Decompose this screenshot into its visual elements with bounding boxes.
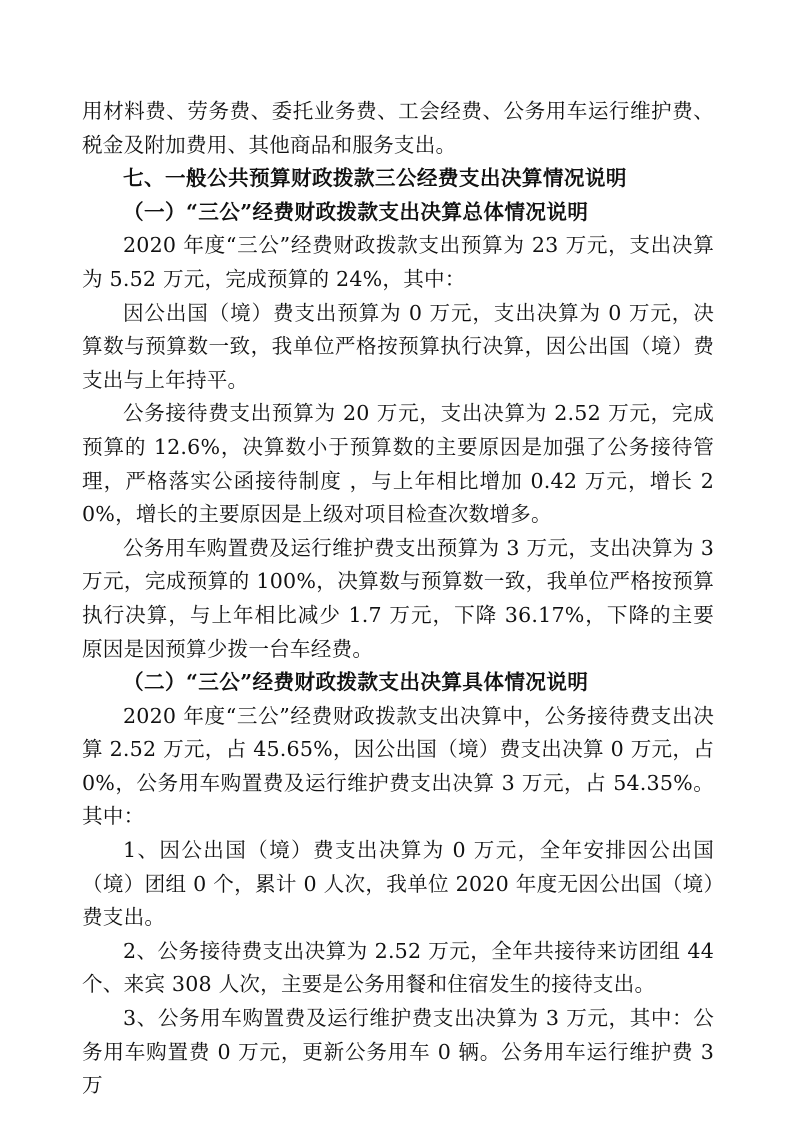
- list-item-vehicle: 3、公务用车购置费及运行维护费支出决算为 3 万元，其中：公务用车购置费 0 万元，更新公务用车 0 辆。公务用车运行维护费 3 万: [82, 1006, 714, 1098]
- paragraph-reception-budget: 公务接待费支出预算为 20 万元，支出决算为 2.52 万元，完成预算的 12.6%，决算数小于预算数的主要原因是加强了公务接待管理，严格落实公函接待制度 ，与上年相比增加 0.42 万元，增长 20%，增长的主要原因是上级对项目检查次数增多。: [82, 401, 714, 527]
- list-item-overseas: 1、因公出国（境）费支出决算为 0 万元，全年安排因公出国（境）团组 0 个，累计 0 人次，我单位 2020 年度无因公出国（境）费支出。: [82, 838, 714, 930]
- paragraph-overseas-budget: 因公出国（境）费支出预算为 0 万元，支出决算为 0 万元，决算数与预算数一致，我单位严格按预算执行决算，因公出国（境）费支出与上年持平。: [82, 300, 714, 392]
- document-body: [82, 95, 714, 1103]
- paragraph-expense-items-continued: 用材料费、劳务费、委托业务费、工会经费、公务用车运行维护费、税金及附加费用、其他商品和服务支出。: [82, 99, 714, 157]
- subheading-overall-situation: （一）“三公”经费财政拨款支出决算总体情况说明: [123, 199, 589, 224]
- subheading-detailed-situation: （二）“三公”经费财政拨款支出决算具体情况说明: [123, 670, 589, 695]
- paragraph-overall-budget: 2020 年度“三公”经费财政拨款支出预算为 23 万元，支出决算为 5.52 万元，完成预算的 24%，其中：: [82, 233, 714, 291]
- paragraph-detailed-breakdown: 2020 年度“三公”经费财政拨款支出决算中，公务接待费支出决算 2.52 万元，占 45.65%，因公出国（境）费支出决算 0 万元，占 0%，公务用车购置费及运行维护费支出决算 3 万元，占 54.35%。其中：: [82, 703, 714, 829]
- list-item-reception: 2、公务接待费支出决算为 2.52 万元，全年共接待来访团组 44 个、来宾 308 人次，主要是公务用餐和住宿发生的接待支出。: [82, 938, 714, 997]
- paragraph-vehicle-budget: 公务用车购置费及运行维护费支出预算为 3 万元，支出决算为 3 万元，完成预算的 100%，决算数与预算数一致，我单位严格按预算执行决算，与上年相比减少 1.7 万元，下降 36.17%，下降的主要原因是因预算少拨一台车经费。: [82, 535, 714, 661]
- section-heading-seven: 七、一般公共预算财政拨款三公经费支出决算情况说明: [123, 166, 627, 191]
